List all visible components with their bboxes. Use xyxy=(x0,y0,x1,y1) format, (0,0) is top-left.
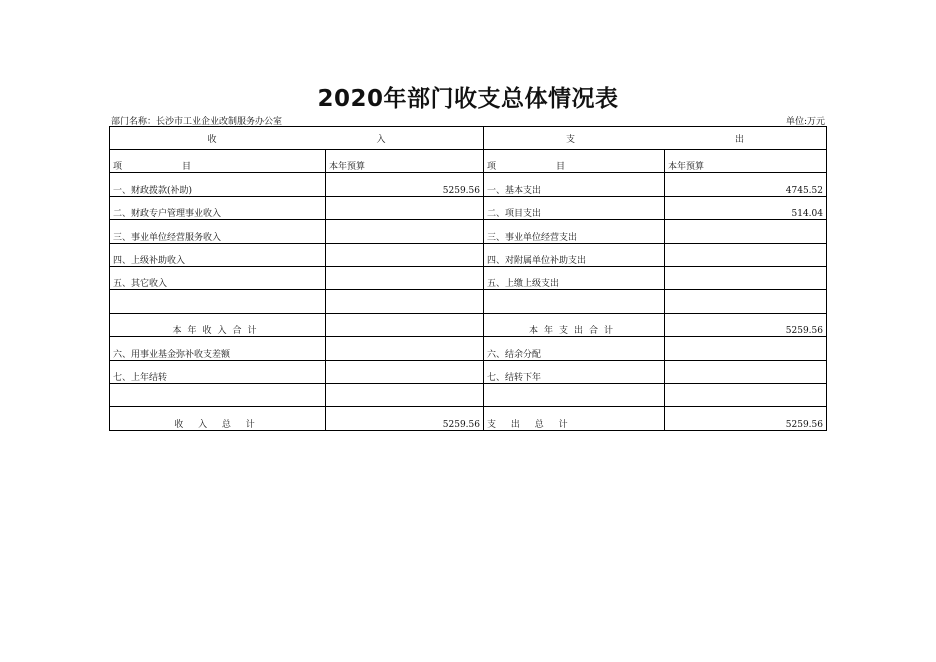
expense-header-right: 出 xyxy=(735,134,745,145)
income-item: 六、用事业基金弥补收支差额 xyxy=(110,337,326,360)
income-amount xyxy=(326,243,484,266)
expense-item: 六、结余分配 xyxy=(484,337,665,360)
grand-total-row xyxy=(110,407,827,430)
expense-header-left: 支 xyxy=(565,134,575,145)
expense-section-header xyxy=(484,127,827,150)
expense-amount xyxy=(665,337,827,360)
expense-amount: 514.04 xyxy=(665,196,827,219)
section-header-row xyxy=(110,127,827,150)
income-total-amount: 5259.56 xyxy=(326,407,484,430)
expense-item: 三、事业单位经营支出 xyxy=(484,220,665,243)
expense-item-header xyxy=(484,150,665,173)
expense-amount xyxy=(665,220,827,243)
subtotal-row xyxy=(110,313,827,336)
table-row-empty xyxy=(110,383,827,406)
expense-item xyxy=(484,383,665,406)
income-item-header-right: 目 xyxy=(182,162,192,173)
expense-total-amount: 5259.56 xyxy=(665,407,827,430)
expense-item: 二、项目支出 xyxy=(484,196,665,219)
income-item: 一、财政拨款(补助) xyxy=(110,173,326,196)
income-header-right: 入 xyxy=(376,134,386,145)
budget-table xyxy=(109,126,827,431)
income-amount xyxy=(326,220,484,243)
expense-amount xyxy=(665,266,827,289)
table-row xyxy=(110,360,827,383)
income-item: 四、上级补助收入 xyxy=(110,243,326,266)
income-amount xyxy=(326,290,484,313)
expense-item: 四、对附属单位补助支出 xyxy=(484,243,665,266)
unit-label: 单位:万元 xyxy=(785,117,825,127)
income-item-header xyxy=(110,150,326,173)
expense-amount xyxy=(665,243,827,266)
expense-item: 一、基本支出 xyxy=(484,173,665,196)
income-amount xyxy=(326,337,484,360)
table-row xyxy=(110,220,827,243)
column-header-row xyxy=(110,150,827,173)
income-subtotal-label: 本年收入合计 xyxy=(110,313,326,336)
income-item: 七、上年结转 xyxy=(110,360,326,383)
expense-item xyxy=(484,290,665,313)
income-item: 二、财政专户管理事业收入 xyxy=(110,196,326,219)
table-row xyxy=(110,337,827,360)
expense-amount xyxy=(665,290,827,313)
expense-total-label: 支 出 总 计 xyxy=(484,407,665,430)
income-amount xyxy=(326,383,484,406)
expense-subtotal-label: 本年支出合计 xyxy=(484,313,665,336)
table-row xyxy=(110,266,827,289)
income-item-header-left: 项 xyxy=(113,162,123,173)
table-row xyxy=(110,196,827,219)
income-item: 五、其它收入 xyxy=(110,266,326,289)
expense-amount xyxy=(665,360,827,383)
income-item xyxy=(110,383,326,406)
income-item: 三、事业单位经营服务收入 xyxy=(110,220,326,243)
income-amount xyxy=(326,360,484,383)
income-total-label: 收 入 总 计 xyxy=(110,407,326,430)
income-amount xyxy=(326,266,484,289)
income-amount: 5259.56 xyxy=(326,173,484,196)
department-name: 部门名称：长沙市工业企业改制服务办公室 xyxy=(111,117,283,127)
expense-item-header-left: 项 xyxy=(487,162,497,173)
income-header-left: 收 xyxy=(207,134,217,145)
income-item xyxy=(110,290,326,313)
expense-item-header-right: 目 xyxy=(556,162,566,173)
table-row-empty xyxy=(110,290,827,313)
income-section-header xyxy=(110,127,484,150)
income-amount xyxy=(326,196,484,219)
expense-subtotal-amount: 5259.56 xyxy=(665,313,827,336)
expense-amount: 4745.52 xyxy=(665,173,827,196)
table-row xyxy=(110,243,827,266)
expense-item: 五、上缴上级支出 xyxy=(484,266,665,289)
expense-item: 七、结转下年 xyxy=(484,360,665,383)
income-budget-header: 本年预算 xyxy=(326,150,484,173)
expense-amount xyxy=(665,383,827,406)
income-subtotal-amount xyxy=(326,313,484,336)
table-row xyxy=(110,173,827,196)
page-title: 2020年部门收支总体情况表 xyxy=(317,86,619,112)
expense-budget-header: 本年预算 xyxy=(665,150,827,173)
